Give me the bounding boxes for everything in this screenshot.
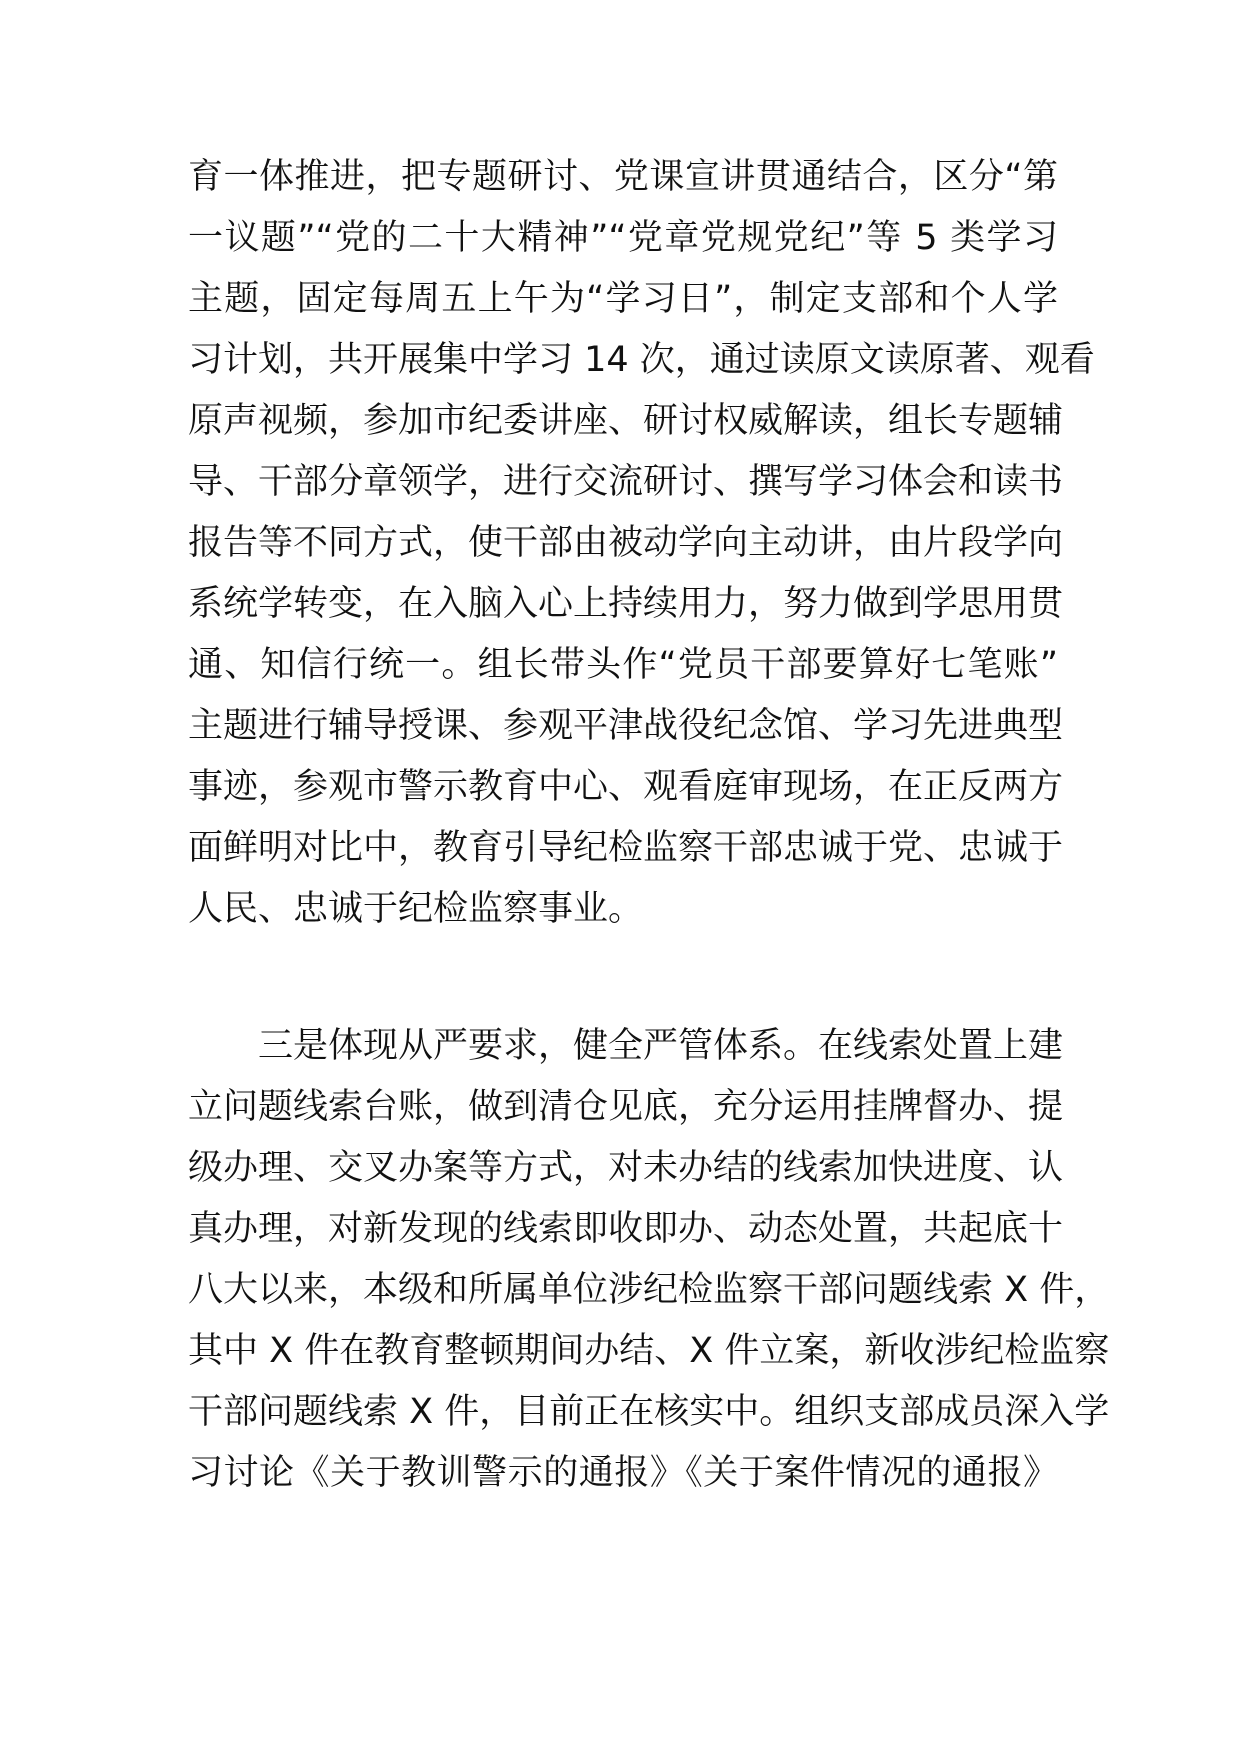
text-line: 三是体现从严要求，健全严管体系。在线索处置上建 <box>258 1026 1064 1066</box>
text-line: 主题，固定每周五上午为“学习日”，制定支部和个人学 <box>188 279 1058 319</box>
text-line: 通、知信行统一。组长带头作“党员干部要算好七笔账” <box>188 645 1058 685</box>
text-line: 习讨论《关于教训警示的通报》《关于案件情况的通报》 <box>188 1453 1058 1493</box>
text-line: 主题进行辅导授课、参观平津战役纪念馆、学习先进典型 <box>188 706 1064 746</box>
text-line: 一议题”“党的二十大精神”“党章党规党纪”等 5 类学习 <box>188 218 1058 258</box>
text-line: 立问题线索台账，做到清仓见底，充分运用挂牌督办、提 <box>188 1087 1064 1127</box>
text-line: 人民、忠诚于纪检监察事业。 <box>188 889 644 929</box>
text-line: 级办理、交叉办案等方式，对未办结的线索加快进度、认 <box>188 1148 1064 1188</box>
text-line: 八大以来，本级和所属单位涉纪检监察干部问题线索 X 件， <box>188 1270 1110 1310</box>
text-line: 育一体推进，把专题研讨、党课宣讲贯通结合，区分“第 <box>188 157 1058 197</box>
text-line: 其中 X 件在教育整顿期间办结、X 件立案，新收涉纪检监察 <box>188 1331 1110 1371</box>
text-line: 事迹，参观市警示教育中心、观看庭审现场，在正反两方 <box>188 767 1064 807</box>
text-line: 系统学转变，在入脑入心上持续用力，努力做到学思用贯 <box>188 584 1064 624</box>
text-line: 面鲜明对比中，教育引导纪检监察干部忠诚于党、忠诚于 <box>188 828 1064 868</box>
text-line: 导、干部分章领学，进行交流研讨、撰写学习体会和读书 <box>188 462 1064 502</box>
text-line: 报告等不同方式，使干部由被动学向主动讲，由片段学向 <box>188 523 1064 563</box>
text-line: 原声视频，参加市纪委讲座、研讨权威解读，组长专题辅 <box>188 401 1064 441</box>
text-line: 习计划，共开展集中学习 14 次，通过读原文读原著、观看 <box>188 340 1095 380</box>
text-line: 干部问题线索 X 件，目前正在核实中。组织支部成员深入学 <box>188 1392 1110 1432</box>
text-line: 真办理，对新发现的线索即收即办、动态处置，共起底十 <box>188 1209 1064 1249</box>
